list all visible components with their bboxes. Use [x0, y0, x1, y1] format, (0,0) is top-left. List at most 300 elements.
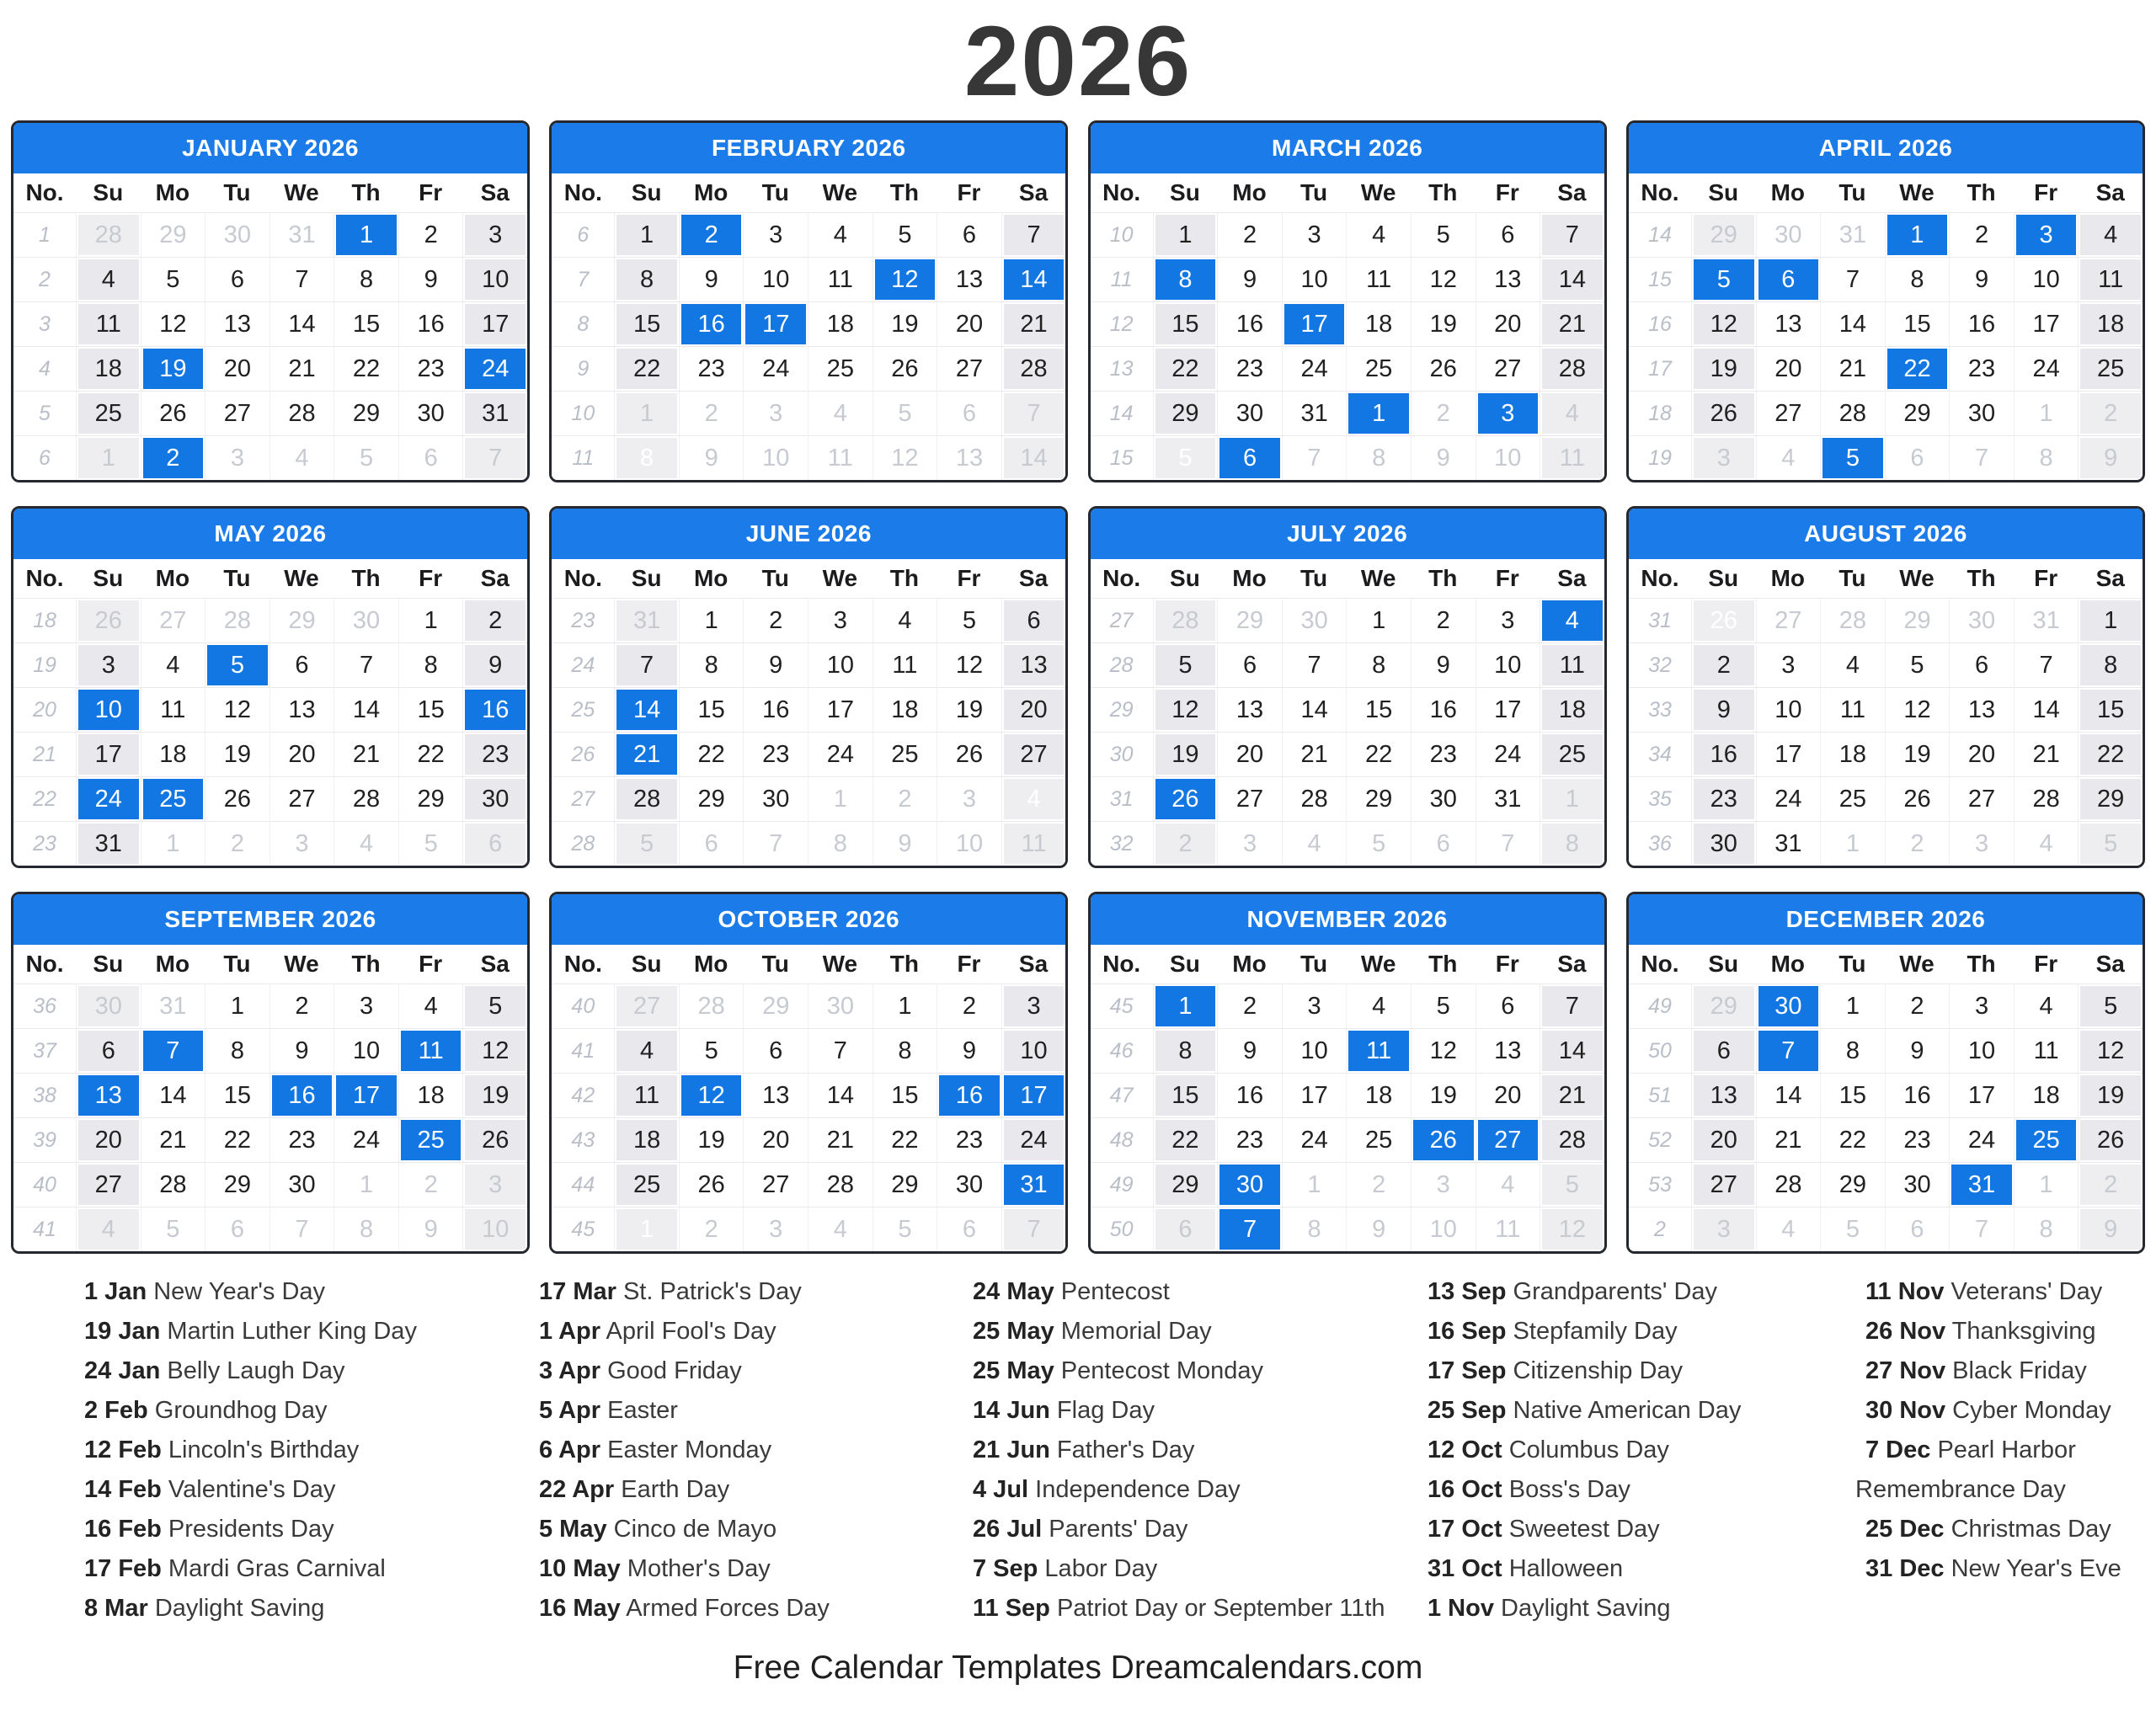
day-number: 6: [1694, 1031, 1754, 1071]
day-number: 19: [2080, 1075, 2141, 1116]
day-number: 24: [336, 1120, 397, 1160]
day-number: 23: [745, 734, 806, 775]
day-cell: [873, 776, 937, 821]
day-number: 17: [745, 304, 806, 344]
day-cell: [1540, 642, 1604, 687]
day-number: 1: [681, 600, 742, 641]
weekday-header: Su: [1691, 559, 1756, 598]
day-cell: [1885, 732, 1950, 776]
weekday-header: Sa: [1540, 945, 1604, 983]
day-number: 15: [681, 690, 742, 730]
day-number: 30: [401, 393, 462, 434]
day-cell: [873, 1117, 937, 1162]
month-title: OCTOBER 2026: [552, 894, 1065, 945]
day-number: 12: [1155, 690, 1216, 730]
day-cell: [2078, 257, 2143, 301]
day-number: 1: [1887, 215, 1948, 255]
holiday-date: 17 Sep: [1428, 1357, 1507, 1385]
day-cell: [1411, 983, 1476, 1028]
day-number: 8: [616, 438, 677, 478]
day-cell-holiday: [141, 776, 205, 821]
day-cell: [1476, 1073, 1540, 1117]
week-number: 27: [1091, 598, 1153, 642]
day-number: 12: [1887, 690, 1948, 730]
day-cell: [743, 983, 808, 1028]
day-cell: [2078, 732, 2143, 776]
day-number: 25: [78, 393, 139, 434]
day-number: 3: [1951, 824, 2012, 864]
day-cell-holiday: [1153, 776, 1218, 821]
holiday-date: 16 Feb: [84, 1516, 162, 1543]
day-number: 6: [1478, 986, 1539, 1026]
weekday-header: Su: [1153, 559, 1218, 598]
day-cell: [2078, 1028, 2143, 1073]
day-number: 26: [939, 734, 1000, 775]
day-number: 5: [1348, 824, 1409, 864]
day-cell: [679, 346, 744, 391]
day-number: 18: [1348, 304, 1409, 344]
holiday-entry: 24 Jan Belly Laugh Day: [84, 1357, 345, 1385]
day-number: 3: [810, 600, 871, 641]
day-cell: [1540, 435, 1604, 480]
day-cell: [1756, 821, 1821, 866]
day-number: 24: [78, 779, 139, 819]
day-cell: [937, 257, 1001, 301]
day-cell: [1540, 212, 1604, 257]
day-number: 19: [143, 349, 204, 389]
weekday-header: Th: [1949, 945, 2014, 983]
week-number: 39: [13, 1117, 76, 1162]
day-number: 15: [336, 304, 397, 344]
weekday-header: We: [1885, 559, 1950, 598]
weekday-header: Th: [873, 945, 937, 983]
day-cell: [1346, 301, 1411, 346]
weekday-header: Th: [873, 559, 937, 598]
day-cell: [1949, 212, 2014, 257]
day-number: 30: [272, 1165, 333, 1205]
holiday-date: 3 Apr: [539, 1357, 601, 1385]
day-number: 27: [1758, 393, 1819, 434]
week-number: 35: [1629, 776, 1691, 821]
day-number: 16: [465, 690, 526, 730]
weekday-header: Su: [614, 173, 679, 212]
day-number: 11: [401, 1031, 462, 1071]
day-cell: [398, 435, 463, 480]
day-number: 9: [681, 438, 742, 478]
holiday-column: [1417, 1272, 1855, 1628]
day-cell: [1476, 1207, 1540, 1251]
day-number: 7: [1822, 259, 1883, 300]
day-number: 26: [465, 1120, 526, 1160]
day-cell: [270, 732, 334, 776]
day-cell: [141, 1207, 205, 1251]
week-number: 30: [1091, 732, 1153, 776]
day-cell: [76, 821, 141, 866]
day-cell: [614, 301, 679, 346]
holiday-entry: 5 May Cinco de Mayo: [539, 1516, 777, 1543]
holiday-date: 17 Mar: [539, 1278, 616, 1306]
day-number: 11: [810, 438, 871, 478]
day-cell: [462, 212, 527, 257]
day-cell: [1153, 598, 1218, 642]
day-number: 9: [1219, 1031, 1280, 1071]
day-cell: [1949, 391, 2014, 435]
day-cell: [1217, 257, 1282, 301]
week-number: 51: [1629, 1073, 1691, 1117]
day-number: 29: [1348, 779, 1409, 819]
day-number: 1: [401, 600, 462, 641]
day-cell: [334, 346, 398, 391]
day-number: 22: [2080, 734, 2141, 775]
day-number: 28: [78, 215, 139, 255]
day-cell: [1217, 598, 1282, 642]
weekday-header: Th: [1411, 559, 1476, 598]
day-cell-holiday: [1885, 212, 1950, 257]
week-number: 7: [552, 257, 614, 301]
day-number: 11: [810, 259, 871, 300]
day-number: 1: [78, 438, 139, 478]
day-number: 29: [207, 1165, 268, 1205]
week-number: 6: [13, 435, 76, 480]
day-number: 26: [1887, 779, 1948, 819]
day-cell: [1001, 732, 1066, 776]
day-cell: [2078, 1073, 2143, 1117]
day-cell: [1820, 346, 1885, 391]
day-cell: [679, 687, 744, 732]
day-cell: [2014, 346, 2079, 391]
day-number: 12: [875, 259, 936, 300]
day-cell-holiday: [270, 1073, 334, 1117]
day-number: 31: [465, 393, 526, 434]
day-number: 15: [616, 304, 677, 344]
day-cell: [2014, 598, 2079, 642]
day-number: 24: [465, 349, 526, 389]
weekday-header: Fr: [398, 559, 463, 598]
holiday-entry: 17 Oct Sweetest Day: [1428, 1516, 1660, 1543]
day-cell: [2078, 301, 2143, 346]
day-number: 8: [2016, 438, 2077, 478]
day-cell: [1411, 1207, 1476, 1251]
day-number: 26: [1694, 600, 1754, 641]
day-cell: [398, 257, 463, 301]
day-cell: [679, 1207, 744, 1251]
day-cell: [1153, 1073, 1218, 1117]
day-number: 3: [1478, 393, 1539, 434]
day-cell: [1820, 776, 1885, 821]
day-number: 5: [1694, 259, 1754, 300]
day-cell: [808, 391, 873, 435]
day-cell: [76, 435, 141, 480]
day-cell: [1949, 1207, 2014, 1251]
day-number: 16: [939, 1075, 1000, 1116]
day-number: 12: [1542, 1209, 1603, 1250]
day-cell: [1153, 212, 1218, 257]
day-number: 15: [875, 1075, 936, 1116]
day-number: 25: [143, 779, 204, 819]
day-number: 8: [2080, 645, 2141, 685]
day-number: 6: [401, 438, 462, 478]
day-number: 2: [1413, 393, 1474, 434]
day-number: 4: [2016, 986, 2077, 1026]
weekday-header: We: [1346, 173, 1411, 212]
day-cell: [1411, 642, 1476, 687]
day-number: 22: [1822, 1120, 1883, 1160]
day-cell: [270, 391, 334, 435]
week-number: 19: [1629, 435, 1691, 480]
day-number: 1: [1822, 824, 1883, 864]
weekday-header: Su: [1153, 173, 1218, 212]
day-cell: [334, 1207, 398, 1251]
day-cell: [398, 1073, 463, 1117]
day-number: 12: [939, 645, 1000, 685]
holiday-column: [529, 1272, 963, 1628]
day-cell: [141, 1073, 205, 1117]
day-number: 27: [939, 349, 1000, 389]
day-number: 1: [875, 986, 936, 1026]
day-cell: [76, 1207, 141, 1251]
day-number: 18: [616, 1120, 677, 1160]
day-cell: [743, 642, 808, 687]
day-number: 6: [1478, 215, 1539, 255]
day-cell: [1411, 257, 1476, 301]
day-cell: [1756, 346, 1821, 391]
day-cell: [205, 212, 270, 257]
day-cell: [462, 821, 527, 866]
day-number: 18: [1542, 690, 1603, 730]
day-cell: [398, 983, 463, 1028]
weekday-header: Su: [614, 945, 679, 983]
day-cell: [1282, 391, 1347, 435]
day-number: 22: [1887, 349, 1948, 389]
day-number: 6: [1413, 824, 1474, 864]
holiday-date: 25 May: [973, 1357, 1054, 1385]
holiday-date: 14 Jun: [973, 1397, 1050, 1425]
day-cell: [743, 1162, 808, 1207]
day-number: 18: [875, 690, 936, 730]
day-number: 4: [810, 1209, 871, 1250]
day-cell: [937, 687, 1001, 732]
day-cell: [1885, 1207, 1950, 1251]
holiday-entry: 13 Sep Grandparents' Day: [1428, 1278, 1718, 1306]
day-number: 10: [1413, 1209, 1474, 1250]
week-number: 22: [13, 776, 76, 821]
day-number: 3: [745, 393, 806, 434]
day-number: 22: [1155, 1120, 1216, 1160]
day-cell: [1540, 776, 1604, 821]
day-number: 28: [1155, 600, 1216, 641]
day-cell: [614, 642, 679, 687]
day-cell: [1282, 257, 1347, 301]
weekday-header: Fr: [937, 559, 1001, 598]
day-cell: [1756, 301, 1821, 346]
day-cell: [2078, 435, 2143, 480]
day-number: 26: [207, 779, 268, 819]
day-number: 6: [207, 1209, 268, 1250]
day-number: 11: [78, 304, 139, 344]
day-cell: [614, 983, 679, 1028]
day-number: 4: [1822, 645, 1883, 685]
day-cell: [1346, 732, 1411, 776]
holiday-date: 12 Oct: [1428, 1436, 1502, 1464]
holiday-date: 5 Apr: [539, 1397, 601, 1425]
day-cell: [808, 732, 873, 776]
weekday-header: Mo: [679, 945, 744, 983]
day-cell: [937, 1117, 1001, 1162]
day-cell: [873, 391, 937, 435]
weekday-header: We: [808, 945, 873, 983]
day-number: 26: [1413, 1120, 1474, 1160]
day-number: 21: [1004, 304, 1065, 344]
day-cell-holiday: [614, 435, 679, 480]
weekday-header: No.: [552, 559, 614, 598]
month-title: APRIL 2026: [1629, 123, 2143, 173]
day-cell: [398, 1162, 463, 1207]
weekday-header: Fr: [2014, 559, 2079, 598]
day-number: 1: [1155, 986, 1216, 1026]
day-cell-holiday: [205, 642, 270, 687]
weekday-header: We: [1346, 945, 1411, 983]
day-cell: [743, 1117, 808, 1162]
holiday-date: 7 Sep: [973, 1555, 1038, 1583]
day-cell: [205, 435, 270, 480]
week-number: 46: [1091, 1028, 1153, 1073]
day-number: 13: [939, 259, 1000, 300]
weekday-header: We: [1885, 945, 1950, 983]
weekday-header: Fr: [2014, 173, 2079, 212]
day-cell: [1820, 391, 1885, 435]
weekday-header: Su: [1153, 945, 1218, 983]
day-cell: [2014, 257, 2079, 301]
week-number: 15: [1629, 257, 1691, 301]
day-cell: [1476, 983, 1540, 1028]
day-cell: [1540, 257, 1604, 301]
day-cell: [270, 776, 334, 821]
day-cell: [873, 598, 937, 642]
day-number: 19: [207, 734, 268, 775]
day-cell: [2014, 642, 2079, 687]
day-number: 10: [1284, 259, 1345, 300]
day-cell-holiday: [614, 1207, 679, 1251]
holiday-entry: 22 Apr Earth Day: [539, 1476, 730, 1504]
day-cell: [808, 1162, 873, 1207]
day-number: 25: [2016, 1120, 2077, 1160]
day-number: 30: [1694, 824, 1754, 864]
month-grid: [1091, 559, 1604, 866]
week-number: 3: [13, 301, 76, 346]
day-number: 20: [207, 349, 268, 389]
day-cell: [1001, 391, 1066, 435]
day-number: 4: [875, 600, 936, 641]
day-cell: [205, 821, 270, 866]
day-cell: [1411, 598, 1476, 642]
day-cell: [2014, 435, 2079, 480]
day-cell: [679, 732, 744, 776]
day-cell: [873, 212, 937, 257]
day-number: 30: [465, 779, 526, 819]
day-number: 7: [1542, 215, 1603, 255]
weekday-header: Mo: [141, 945, 205, 983]
day-cell: [1282, 732, 1347, 776]
day-number: 29: [401, 779, 462, 819]
day-number: 21: [810, 1120, 871, 1160]
day-number: 2: [1348, 1165, 1409, 1205]
month-calendar: [1626, 120, 2145, 482]
day-cell: [679, 1028, 744, 1073]
day-cell: [1820, 301, 1885, 346]
day-cell: [334, 1028, 398, 1073]
day-number: 8: [336, 259, 397, 300]
week-number: 8: [552, 301, 614, 346]
day-number: 2: [2080, 1165, 2141, 1205]
day-number: 26: [681, 1165, 742, 1205]
day-number: 14: [1542, 259, 1603, 300]
day-cell: [334, 435, 398, 480]
day-number: 19: [1413, 304, 1474, 344]
day-number: 28: [1004, 349, 1065, 389]
day-number: 29: [2080, 779, 2141, 819]
weekday-header: Mo: [1217, 173, 1282, 212]
day-number: 23: [1951, 349, 2012, 389]
day-cell: [205, 687, 270, 732]
day-cell: [1885, 642, 1950, 687]
holiday-entry: 31 Oct Halloween: [1428, 1555, 1624, 1583]
day-cell: [205, 1073, 270, 1117]
day-number: 7: [1284, 645, 1345, 685]
day-cell-holiday: [1756, 257, 1821, 301]
weekday-header: Tu: [205, 173, 270, 212]
day-number: 4: [1758, 1209, 1819, 1250]
day-cell: [808, 1028, 873, 1073]
day-cell: [2014, 301, 2079, 346]
day-cell: [937, 301, 1001, 346]
day-cell: [1820, 257, 1885, 301]
week-number: 27: [552, 776, 614, 821]
day-number: 4: [401, 986, 462, 1026]
day-number: 7: [616, 645, 677, 685]
day-number: 20: [1951, 734, 2012, 775]
day-cell: [743, 257, 808, 301]
week-number: 1: [13, 212, 76, 257]
day-number: 17: [1951, 1075, 2012, 1116]
holiday-entry: 25 Sep Native American Day: [1428, 1397, 1742, 1425]
holiday-entry: 4 Jul Independence Day: [973, 1476, 1241, 1504]
day-cell: [1691, 435, 1756, 480]
day-cell-holiday: [1540, 598, 1604, 642]
week-number: 10: [1091, 212, 1153, 257]
day-cell-holiday: [1756, 1028, 1821, 1073]
day-number: 12: [465, 1031, 526, 1071]
day-number: 15: [1155, 304, 1216, 344]
day-cell: [1820, 821, 1885, 866]
day-cell: [205, 1117, 270, 1162]
day-number: 1: [1348, 600, 1409, 641]
day-cell: [1756, 732, 1821, 776]
day-cell: [76, 598, 141, 642]
day-number: 31: [1758, 824, 1819, 864]
day-number: 9: [2080, 438, 2141, 478]
day-cell: [1346, 821, 1411, 866]
day-cell: [1217, 301, 1282, 346]
month-grid: [552, 945, 1065, 1251]
day-cell: [1885, 1117, 1950, 1162]
day-number: 4: [1542, 600, 1603, 641]
day-number: 3: [1413, 1165, 1474, 1205]
day-cell-holiday: [1949, 1162, 2014, 1207]
day-cell: [1820, 1117, 1885, 1162]
day-number: 22: [875, 1120, 936, 1160]
weekday-header: Th: [1411, 173, 1476, 212]
day-number: 13: [78, 1075, 139, 1116]
